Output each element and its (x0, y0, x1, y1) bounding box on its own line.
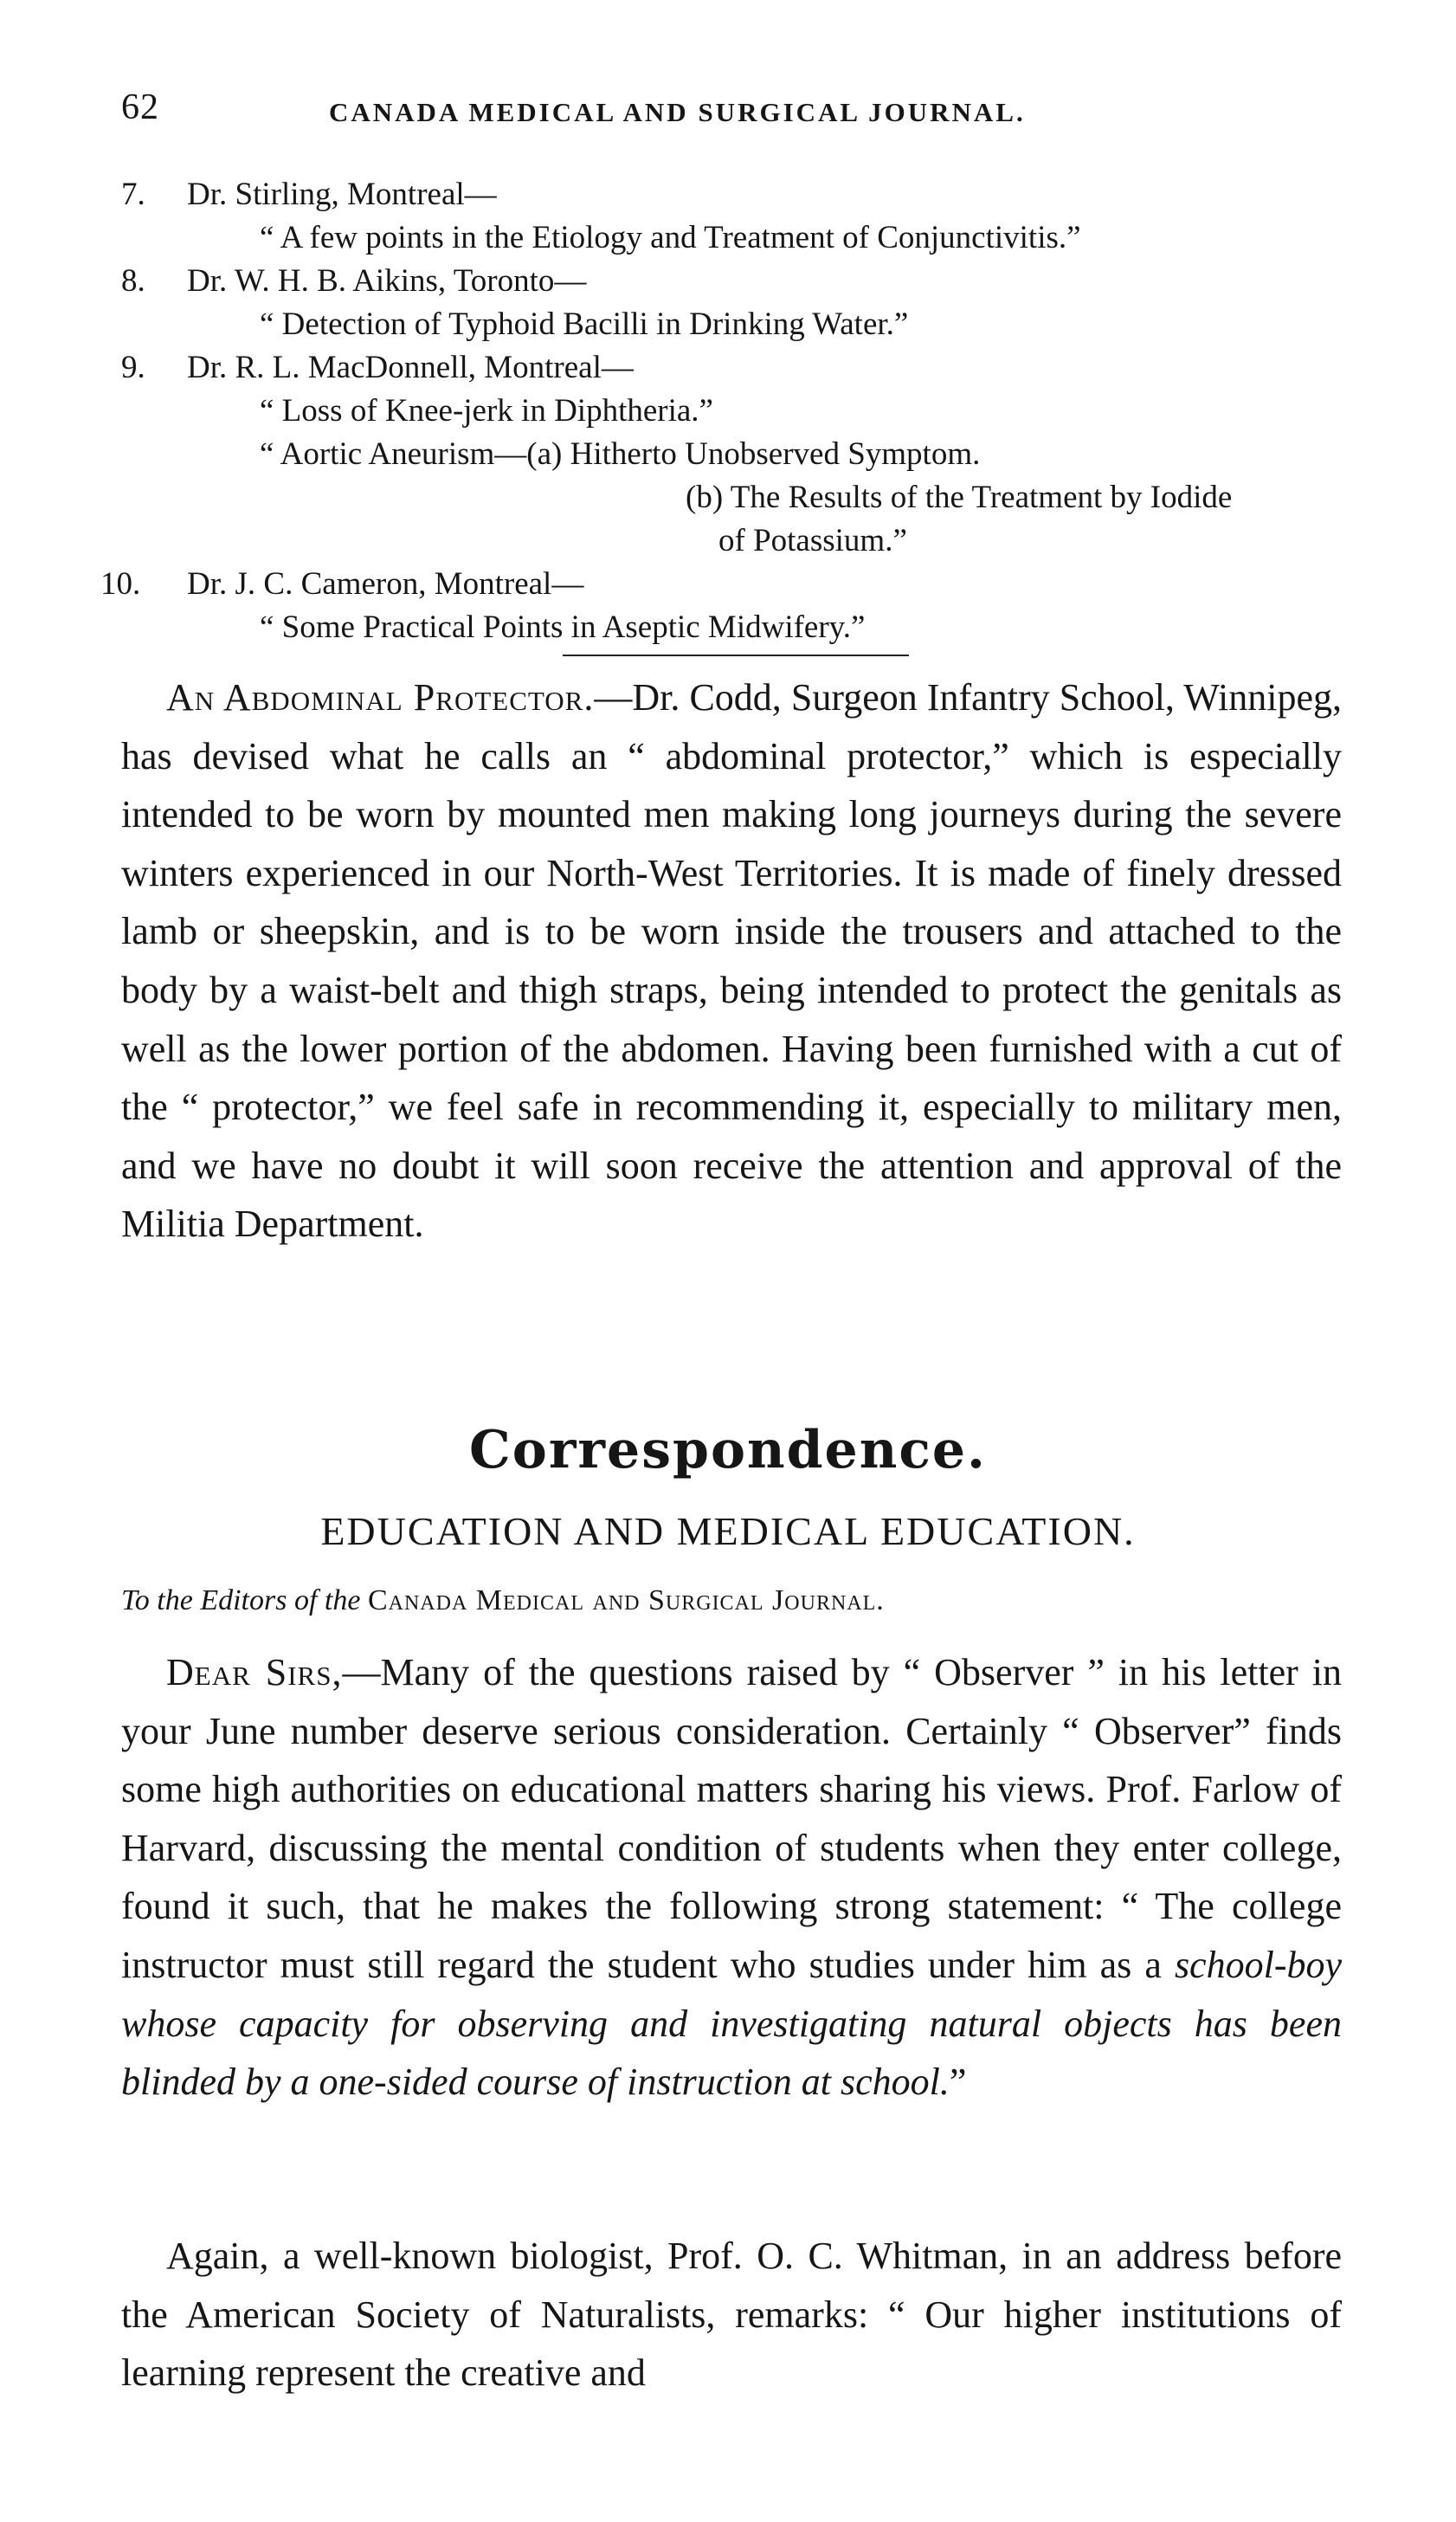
quoted-emphasis: school-boy whose capacity for observing and investigating natural objects has been blinded by a one-sided course of instruction at school. (121, 1943, 1342, 2104)
list-item (121, 173, 1376, 260)
item-paper-title: “ Loss of Knee-jerk in Diphtheria.” (260, 393, 713, 429)
item-paper-title: “ Detection of Typhoid Bacilli in Drinking Water.” (260, 306, 909, 342)
page-number: 62 (121, 87, 159, 127)
item-paper-subtitle: (b) The Results of the Treatment by Iodide (686, 480, 1233, 515)
letter-paragraph (121, 1643, 1342, 2112)
paragraph-heading: An Abdominal Protector. (166, 676, 595, 719)
article-title: EDUCATION AND MEDICAL EDUCATION. (320, 1509, 1136, 1553)
item-number: 7. (121, 177, 145, 212)
addressee-journal: Canada Medical and Surgical Journal. (367, 1584, 885, 1616)
item-author: Dr. Stirling, Montreal— (187, 177, 497, 212)
item-paper-title: “ Aortic Aneurism—(a) Hitherto Unobserved Symptom. (260, 436, 981, 472)
papers-list (100, 173, 1376, 649)
section-divider (563, 655, 909, 656)
item-paper-title: “ A few points in the Etiology and Treatment of Conjunctivitis.” (260, 220, 1081, 255)
item-number: 8. (121, 263, 145, 299)
quote-close: ” (949, 2061, 967, 2104)
paragraph-text: —Dr. Codd, Surgeon Infantry School, Winnipeg, has devised what he calls an “ abdominal protector,” which is especially intended to be worn by mounted men making long journeys during the severe winters experienced in our North-West Territories. It is made of finely dressed lamb or sheepskin, and is to be worn inside the trousers and attached to the body by a waist-belt and thigh straps, being intended to protect the genitals as well as the lower portion of the abdomen. Having been furnished with a cut of the “ protector,” we feel safe in recommending it, especially to military men, and we have no doubt it will soon receive the attention and approval of the Militia Department. (121, 676, 1343, 1246)
salutation: Dear Sirs, (166, 1651, 343, 1693)
abdominal-protector-paragraph (121, 668, 1342, 1254)
item-paper-subtitle-cont: of Potassium.” (718, 523, 907, 558)
item-author: Dr. R. L. MacDonnell, Montreal— (187, 350, 634, 385)
running-header (121, 87, 1333, 139)
addressee-line (121, 1584, 885, 1617)
item-paper-title: “ Some Practical Points in Aseptic Midwifery.” (260, 610, 866, 645)
list-item (121, 346, 1376, 563)
item-number: 9. (121, 350, 145, 385)
item-number: 10. (100, 566, 141, 602)
addressee-prefix: To the Editors of the (121, 1584, 361, 1616)
item-author: Dr. W. H. B. Aikins, Toronto— (187, 263, 587, 299)
list-item (121, 260, 1376, 346)
letter-paragraph: Again, a well-known biologist, Prof. O. C. Whitman, in an address before the American Society of Naturalists, remarks: “ Our higher institutions of learning represent the creative and (121, 2235, 1342, 2395)
list-item (100, 563, 1376, 649)
item-author: Dr. J. C. Cameron, Montreal— (187, 566, 584, 602)
paragraph-text: —Many of the questions raised by “ Observer ” in his letter in your June number deserve serious consideration. Certainly “ Observer” finds some high authorities on educational matters sharing his views. Prof. Farlow of Harvard, discussing the mental condition of students when they enter college, found it such, that he makes the following strong statement: “ The college instructor must still regard the student who studies under him as a (121, 1651, 1342, 1986)
running-head: CANADA MEDICAL AND SURGICAL JOURNAL. (329, 97, 1026, 127)
section-title: Correspondence. (469, 1420, 987, 1480)
